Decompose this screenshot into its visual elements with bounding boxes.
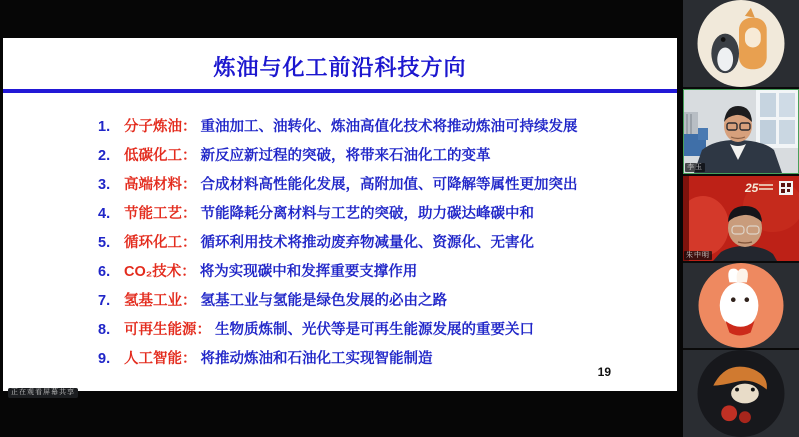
item-term: 人工智能： bbox=[124, 351, 197, 367]
item-term: 高端材料： bbox=[124, 177, 197, 193]
item-number: 9. bbox=[98, 351, 111, 367]
item-number: 8. bbox=[98, 322, 111, 338]
item-number: 6. bbox=[98, 264, 111, 280]
list-item bbox=[98, 148, 677, 164]
screen-share-watermark: 正在观看屏幕共享 bbox=[8, 388, 78, 398]
avatar bbox=[683, 350, 799, 437]
item-term: 循环化工： bbox=[124, 235, 197, 251]
participant-video-frame bbox=[684, 90, 798, 173]
list-item bbox=[98, 206, 677, 222]
item-desc: 生物质炼制、光伏等是可再生能源发展的重要关口 bbox=[215, 322, 534, 338]
item-term: 氢基工业： bbox=[124, 293, 197, 309]
dark-tiger-avatar-icon bbox=[683, 350, 799, 437]
participant-name-badge: 朱中明 bbox=[686, 252, 710, 259]
item-number: 1. bbox=[98, 119, 111, 135]
item-desc: 重油加工、油转化、炼油高值化技术将推动炼油可持续发展 bbox=[200, 119, 578, 135]
item-term: 低碳化工： bbox=[124, 148, 197, 164]
list-item bbox=[98, 177, 677, 193]
slide-title: 炼油与化工前沿科技方向 bbox=[213, 55, 467, 80]
avatar bbox=[683, 0, 799, 87]
list-item bbox=[98, 293, 677, 309]
item-desc: 新反应新过程的突破，将带来石油化工的变革 bbox=[200, 148, 491, 164]
item-number: 7. bbox=[98, 293, 111, 309]
list-item bbox=[98, 264, 677, 280]
anniversary-25-logo: 25 bbox=[745, 181, 759, 195]
list-item bbox=[98, 351, 677, 367]
item-number: 3. bbox=[98, 177, 111, 193]
participant-tile-4[interactable] bbox=[683, 263, 799, 348]
screen-share-slide bbox=[3, 38, 677, 391]
participant-name-badge: 李玉 bbox=[687, 164, 703, 171]
list-item bbox=[98, 322, 677, 338]
item-desc: 将为实现碳中和发挥重要支撑作用 bbox=[199, 264, 418, 280]
orange-rabbit-avatar-icon bbox=[683, 263, 799, 348]
item-number: 2. bbox=[98, 148, 111, 164]
participant-tile-2[interactable] bbox=[683, 89, 799, 174]
slide-page-number: 19 bbox=[597, 365, 611, 379]
slide-bullet-list bbox=[3, 119, 677, 367]
item-desc: 氢基工业与氢能是绿色发展的必由之路 bbox=[200, 293, 447, 309]
list-item bbox=[98, 119, 677, 135]
participant-tile-1[interactable] bbox=[683, 0, 799, 87]
participant-sidebar bbox=[683, 0, 799, 437]
participant-tile-5[interactable] bbox=[683, 350, 799, 437]
item-number: 5. bbox=[98, 235, 111, 251]
item-desc: 循环利用技术将推动废弃物减量化、资源化、无害化 bbox=[200, 235, 534, 251]
item-term: 可再生能源： bbox=[124, 322, 211, 338]
item-term: CO₂技术： bbox=[124, 264, 196, 280]
list-item bbox=[98, 235, 677, 251]
participant-tile-3[interactable] bbox=[683, 176, 799, 261]
item-desc: 合成材料高性能化发展，高附加值、可降解等属性更加突出 bbox=[200, 177, 578, 193]
item-term: 分子炼油： bbox=[124, 119, 197, 135]
title-divider bbox=[3, 89, 677, 93]
participant-video-frame bbox=[683, 176, 799, 261]
avatar bbox=[683, 263, 799, 348]
item-desc: 节能降耗分离材料与工艺的突破，助力碳达峰碳中和 bbox=[200, 206, 534, 222]
item-desc: 将推动炼油和石油化工实现智能制造 bbox=[200, 351, 433, 367]
cat-and-penguin-avatar-icon bbox=[683, 0, 799, 87]
item-number: 4. bbox=[98, 206, 111, 222]
item-term: 节能工艺： bbox=[124, 206, 197, 222]
